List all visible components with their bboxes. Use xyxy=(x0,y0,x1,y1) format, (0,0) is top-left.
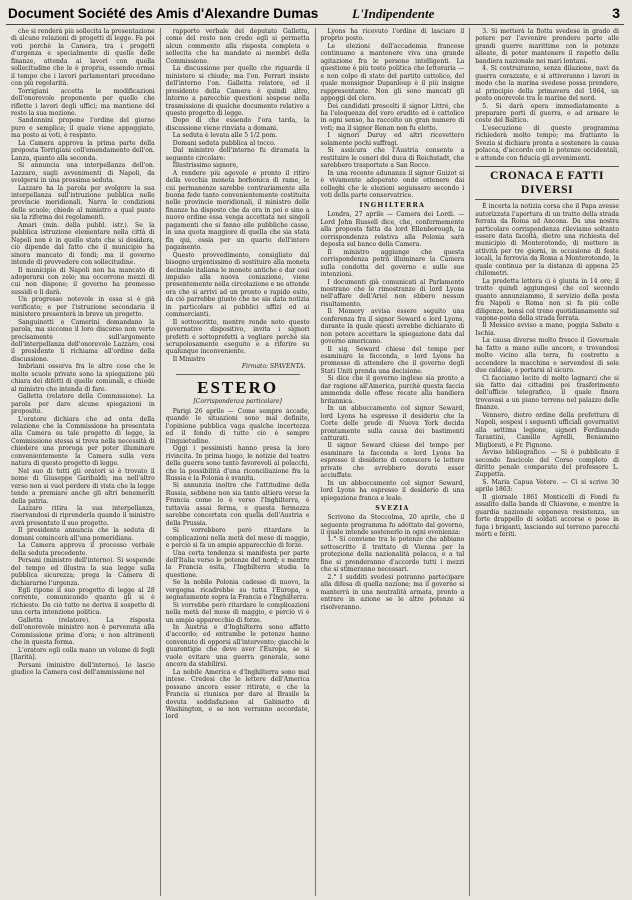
header-rule xyxy=(6,24,624,25)
paragraph: Se la nobile Polonia cadesse di nuovo, la vergogna ricadrebbe su tutta l'Europa, e segnatamente sopra la Francia e l'Inghilterra. xyxy=(165,579,310,602)
paragraph: Sanguinetti e Camerini domandano la parola, ma siccome il loro discorso non verte precisamente sull'argomento dell'interpellanza dell'onorevole Lazzaro, così il presidente li richiama all'ordine della discussione. xyxy=(11,318,155,363)
paragraph: 2.° I sudditi svedesi potranno partecipare alla difesa di quella nazione; ma il governo si manterrà in una neutralità armata, pronto a entrare in azione se le altre potenze si risolveranno. xyxy=(320,573,465,611)
paragraph: Il Messico avviso a mano, poggia Sabato a Ischia. xyxy=(475,322,619,337)
paragraph: Amari (min. della pubbl. istr.). Se la pubblica istruzione elementare nella città di Napoli non è in quello stato che si desidera, ciò dipende dal fatto che il municipio ha sinora mancato di fondi; ma il governo intende di provvedere con sollecitudine. xyxy=(11,221,155,267)
paragraph: Avviso bibliografico. — Si è pubblicato il secondo fascicolo del Corso completo di diritto penale comparato del professore L. Zuppetta. xyxy=(475,449,619,479)
paragraph: In Austria e d'Inghilterra sono affatto d'accordo; ed entrambe le potenze hanno convenuto di opporsi all'intervento; giacchè le guarentigie che deve aver l'Europa, se si vuole evitare una guerra generale, sono ancora da stabilirsi. xyxy=(165,624,310,669)
subhead-inghilterra: INGHILTERRA xyxy=(359,201,426,210)
paragraph: Domani seduta pubblica al tocco. xyxy=(172,139,276,147)
paragraph: La Camera approva il processo verbale della seduta precedente. xyxy=(11,542,155,557)
paragraph: Galletta (relatore). La risposta dell'onorevole ministro non è pervenuta alla Commissione prima d'ora; e non altrimenti che in questa forma. xyxy=(11,616,155,647)
paragraph: Persani (ministro dell'interno). Io lascio giudice la Camera così dell'ammissione nel xyxy=(11,661,155,676)
paragraph: Si annunzia inoltre che l'attitudine della Russia, sebbene non sia tanto altiera verso la Francia come lo è verso l'Inghilterra, è tuttavia assai ferma, e questa fermezza sarebbe concertata con quella dell'Austria e della Prussia. xyxy=(165,482,310,527)
column-3 xyxy=(315,28,470,896)
paragraph: Nel suo di tutti gli oratori si è trovato il nome di Giuseppe Garibaldi; ma nell'altro verso non si vuol perdere di vista che la legge tende a premiare anche gli altri benemeriti della patria. xyxy=(11,467,155,505)
paragraph: Il sig. Seward chiese del tempo per esaminare la faccenda, e lord Lyons ha promesso di attendere che il governo degli Stati Uniti prenda una decisione. xyxy=(320,345,465,375)
paragraph: La predetta lettera ci è giunta in 14 ore; il tratto quindi aggiungesi che col secondo quanto annunziammo, il servizio della posta fra Napoli e Roma non si fa più colle diligenze, bensì col treno quotidianamente sul vagone-posta della strada ferrata. xyxy=(475,277,619,322)
paragraph: Una certa tendenza si manifesta per parte dell'Italia verso le potenze del nord; e mentre la Francia esita, l'Inghilterra studia la questione. xyxy=(165,549,310,579)
paragraph: La discussione per quello che riguarda il ministero si chiude; ma l'on. Ferrari insiste dell'interno l'on. Galletta relatore, ed il presidente della Camera è quindi altro, intorno a parecchie questioni sospese nella trasmissione di qualche documento relativo a questo progetto di legge. xyxy=(165,65,310,117)
section-title-cronaca: CRONACA E FATTI DIVERSI xyxy=(475,166,619,200)
paragraph: Si vorrebbero però ritardare le complicazioni nella metà del mese di maggio, e perciò si fa un ampio apparecchio di forze. xyxy=(165,527,310,550)
page-number: 3 xyxy=(612,5,620,21)
paragraph: I signori Duruy ed altri ricevettero solamente pochi suffragi. xyxy=(320,132,465,147)
paragraph: 3. Si metterà la flotta svedese in grado di potere per l'avvenire prendere parte alle grandi guerre marittime con le potenze alleate, di poter mantenere il rispetto della bandiera nazionale nei mari lontani. xyxy=(475,28,619,65)
paragraph: Si vorrebbe però ritardare le complicazioni nella metà del mese di maggio, e perciò vi è un ampio apparecchio di forze. xyxy=(165,601,310,624)
paragraph: Ci facciamo lecito di molto lagnarci che si sia fatto dai cittadini poi trasferimento dell'ufficio telegrafico, il quale finora trovavasi a un piano terreno nel palazzo delle finanze. xyxy=(475,374,619,412)
paragraph: 4. Si costruiranno, senza dilazione, navi da guerra corazzate, e si attiveranno i lavori in modo che la marina svedese possa prendere, al principio della primavera del 1864, un posto onorevole tra le marine del nord. xyxy=(475,65,619,103)
column-4-top xyxy=(475,28,619,162)
watermark: Document Société des Amis d'Alexandre Dumas xyxy=(8,6,319,21)
paragraph: Si dice che il governo inglese sia pronto a dar ragione all'America, purchè questa faccia ammenda delle offese recate alla bandiera britannica. xyxy=(320,375,465,405)
paragraph: che si renderà più sollecita la presentazione di alcune relazioni di progetti di legge. Fa poi voti perchè la Camera, tra i progetti d'urgenza e specialmente di quelle delle finanze, attenda ai lavori con quella sollecitudine che le è propria, essendo ormai il tempo che i lavori parlamentari precedano con più regolarità. xyxy=(11,28,155,88)
paragraph: 5. Si darà opera immediatamente a preparare porti di guerra, e ad armare le coste del Baltico. xyxy=(475,102,619,125)
paragraph: Galletta (relatore della Commissione). La parola per dare alcune spiegazioni in proposito. xyxy=(11,393,155,416)
paragraph: Dal ministro dell'interno fu diramata la seguente circolare: xyxy=(165,147,310,162)
paragraph: In una recente adunanza il signor Guizot si è vivamente adoperato onde ottenere dai colleghi che le elezioni seguissero secondo i voti della parte conservatrice. xyxy=(320,169,465,199)
paragraph: Scrivono da Stoccolma, 20 aprile, che il seguente programma fu adottato dal governo, il quale intende sostenerlo in ogni evenienza: xyxy=(320,514,465,536)
paragraph: Imbriani osserva fra le altre cose che le molte scuole private sono la spiegazione più chiara dei difetti di quelle comunali, e chiede al ministro che intenda di fare. xyxy=(11,363,155,393)
paragraph: Oggi i pessimisti hanno presa la loro rivincita. In prima luogo, le notizie del teatro della guerra sono tanto favorevoli al polacchi, che la possibilità d'una riconciliazione fra la Russia e la Polonia è svanita. xyxy=(165,445,310,482)
columns xyxy=(6,28,624,896)
paragraph: La nobile America e d'Inghilterra sono mal intese. Credesi che le lettere dell'America possano ancora esser ritirate, e che la Francia si riunisca per dare al Brasile la dovuta soddisfazione al Gabinetto di Washington, e se non verranno accordate, lord xyxy=(165,668,310,721)
paragraph: Dei candidati prescelti il signor Littré, che ha l'eloquenza del vero erudito ed è cattolico in ogni senso, ha raccolto un gran numero di voti; ma il signor Renan non fu eletto. xyxy=(320,102,465,132)
paragraph: Lazzaro ritira la sua interpellanza, riservandosi di riprenderla quando il ministro avrà presentato il suo progetto. xyxy=(11,505,155,527)
column-4 xyxy=(469,28,624,896)
paragraph: rapporto verbale del deputato Galletta, come del resto non credo egli si permetta alcun commento alla risposta completa e sollecita che ha mandato ai membri della Commissione. xyxy=(165,28,310,65)
paragraph: Dopo di che essendo l'ora tarda, la discussione viene rinviata a domani. xyxy=(165,117,310,132)
paragraph: Il sottoscritto, mentre rende noto questo governativo dispositivo, invita i signori prefetti e sottoprefetti a vegliare perchè sia scrupolosamente eseguito e a riferire su qualunque inconveniente. xyxy=(165,318,310,356)
paragraph: La causa diverse molto fresco il Governale ha fatto a mano sulle ancore, e trovandosi molto vicino alla terra, fu costretto a accendere la macchina e servendosi di sole due caldaie, e portarsi al sicuro. xyxy=(475,337,619,375)
paragraph: L'oratore egli colla mano un volume di fogli [Ilarità]. xyxy=(11,646,155,662)
paragraph: Egli ripone il suo progetto di legge al 28 corrente, comunicando quanto gli si è richiesto. Da ciò tutto ne deriva il sospetto di una certa intenzione politica. xyxy=(11,586,155,617)
subhead-svezia: SVEZIA xyxy=(375,504,410,513)
paragraph: Le elezioni dell'accademia francese continuano a mantenere viva una grande agitazione fra le persone intelligenti. La questione è più tosto politica che letteraria — e non colpo di stato del partito cattolico, del quale monsignor Dupanloup è il più insigne rappresentante. Non gli sono mancati gli appoggi del clero. xyxy=(320,42,465,103)
paragraph: I documenti già comunicati al Parlamento mostrano che le rimostranze di lord Lyons nell'affare dell'Ariel non ebbero nessun risultamento. xyxy=(320,278,465,308)
divider xyxy=(176,374,300,375)
paragraph: Vennero, dietro ordine della prefettura di Napoli, sospesi i seguenti ufficiali governativi alla settima legione, signori Ferdinando Tarantini, Camillo Agrelli, Beniamino Migliorati, e Fr. Pignone. xyxy=(475,411,619,449)
section-title-estero: ESTERO xyxy=(197,377,279,397)
paragraph: Illustrissimo signore, xyxy=(172,162,239,170)
paragraph: Questo provvedimento, consigliato dal bisogno urgentissimo di sostituire alla moneta decimale italiana le monete antiche e dar così impulso alla nuova coniazione, viene presentemente nella circolazione e ne attende ora che si arrivi ad un pronto e rapido esito, da ciò parrebbe giusto che ne sia data notizia in particolare ai pubblici uffizi ed ai commercianti. xyxy=(165,251,310,319)
paragraph: A rendere più agevole e pronto il ritiro della vecchia moneta borbonica di rame, le cui permanenze sarebbe contrariamente alla buona fede tanto convenientemente costituita nelle provincie meridionali, il ministro delle finanze ha disposto che da ora in poi e sino a nuovo ordine essa venga accettata nei singoli pagamenti che si fanno alle pubbliche casse, in una quota maggiore di quella che sia stata fin qui, ossia per un quarto dell'intero pagamento. xyxy=(165,169,310,252)
paragraph: Si assicura che l'Austria consente a restituire le ceneri del duca di Reichstadt, che sarebbero trasportate a San Rocco. xyxy=(320,147,465,170)
paragraph: Si annuncia una interpellanza dell'on. Lazzaro, sugli avvenimenti di Napoli, da svolgersi in una prossima seduta. xyxy=(11,162,155,185)
paragraph: 1.° Si conviene tra le potenze che abbiano sottoscritto il trattato di Vienna per la protezione della nazionalità polacca, e a tal fine si prenderanno d'accordo tutti i mezzi che si stimeranno necessari. xyxy=(320,536,465,574)
paragraph: Lazzaro ha la parola per svolgere la sua interpellanza sull'istruzione pubblica nelle provincie meridionali. Narra le condizioni delle scuole; chiede al ministro a qual punto sia la riforma dei regolamenti. xyxy=(11,184,155,222)
paragraph: Il giornale 1861 Monticelli di Fondi fu assalito dalla banda di Chiavone, e mentre la guardia nazionale opponeva resistenza, un forte drappello di soldati accorse e pose in fuga i briganti, lasciando sul terreno parecchi morti e feriti. xyxy=(475,493,619,539)
column-4-mid xyxy=(475,203,619,538)
circular-signature: Firmato: SPAVENTA. xyxy=(241,363,306,371)
paragraph: Il ministro aggiunge che questa corrispondenza potrà illuminare la Camera sulla condotta del governo e sulle sue intenzioni. xyxy=(320,248,465,279)
paragraph: Persani (ministro dell'interno). Si sospende del tempo ed illustra la sua legge sulla pubblica sicurezza; prega la Camera di dichiararne l'urgenza. xyxy=(11,557,155,587)
paragraph: Il Ministro xyxy=(172,355,206,363)
column-3-top xyxy=(321,28,465,199)
column-1 xyxy=(6,28,160,896)
paragraph: Torrigiani accetta le modificazioni dell'onorevole proponente per quello che riflette i lavori degli uffici; ma mantiene del resto la sua mozione. xyxy=(11,87,155,117)
paragraph: Il municipio di Napoli non ha mancato di adoperarsi con zelo; ma occorrono mezzi di cui non dispone; il governo ha promesso sussidi e li darà. xyxy=(11,266,155,296)
column-3-bottom xyxy=(321,514,465,611)
paragraph: L'oratore dichiara che ad onta della relazione che la Commissione ha presentata alla Camera su tale progetto di legge, la Commissione stessa si trova nella necessità di chiedere una proroga per poter illuminare convenientemente la Camera sulla vera natura di questo progetto di legge. xyxy=(11,415,155,468)
paragraph: S. Maria Capua Vetere. — Ci si scrive 30 aprile 1863: xyxy=(475,478,619,494)
column-3-mid xyxy=(321,211,465,502)
paragraph: In un abboccamento col signor Seward, lord Lyons ha espresso il desiderio di una spiegazione franca e leale. xyxy=(320,479,465,502)
column-2-top xyxy=(166,28,310,363)
column-2-bottom xyxy=(166,408,310,721)
column-2 xyxy=(160,28,315,896)
paragraph: Parigi 26 aprile — Come sempre accade, quando le situazioni sono mal definite, l'opinione pubblica vaga qualche incertezza ed il fondo di tutto ciò è sempre l'inquietudine. xyxy=(165,407,310,445)
paragraph: La seduta è levata alle 5 1/2 pom. xyxy=(172,132,278,140)
paragraph: Sandonnini propone l'ordine del giorno puro e semplice; il quale viene appoggiato, ma posto ai voti, è respinto. xyxy=(11,117,155,140)
section-subtitle-estero: [Corrispondenza particolare] xyxy=(193,397,282,405)
paragraph: In un abboccamento col signor Seward, lord Lyons ha espresso il desiderio che la Corte delle prede di Nuova York decida prontamente sulla causa dei bastimenti catturati. xyxy=(320,405,465,443)
masthead: L'Indipendente xyxy=(352,6,435,21)
paragraph: Il presidente annuncia che la seduta di domani comincerà all'una pomeridiana. xyxy=(11,527,155,542)
paragraph: Il Memory avvisa essere seguito una conferenza fra il signor Seward e lord Lyons, durante la quale questi avrebbe dichiarato di non potere accettare la spiegazione data dal governo americano. xyxy=(320,308,465,346)
paragraph: Londra, 27 aprile — Camera dei Lordi. — Lord John Russell dice, che, conformemente alla proposta fatta da lord Ellenborough, la corrispondenza relativa alla Polonia sarà deposta sul banco della Camera. xyxy=(320,211,465,249)
paragraph: Un progresso notevole in essa si è già verificato; e per l'istruzione secondaria il ministero presenterà in breve un progetto. xyxy=(11,296,155,319)
paragraph: Il signor Seward chiese del tempo per esaminare la faccenda e lord Lyons ha espresso il desiderio di conoscere le lettere private che avrebbero dovuto esser acciuffate. xyxy=(320,442,465,480)
paragraph: La Camera approva la prima parte della proposta Torrigiani coll'emendamento dell'on. Lanza, quanto alla seconda. xyxy=(11,139,155,162)
paragraph: L'esecuzione di questo programma richiederà molto tempo; ma frattanto la Svezia si dichiara pronta a sostenere la causa polacca, d'accordo con le potenze occidentali, e attende con fiducia gli avvenimenti. xyxy=(475,124,619,162)
paragraph: Lyons ha ricevuto l'ordine di lasciare il proprio posto. xyxy=(320,28,465,43)
paragraph: È incerta la notizia corsa che il Papa avesse autorizzata l'apertura di un tratto della strada ferrata da Roma ad Ancona. Da una nostra particolare corrispondenza rileviamo soltanto essere data facoltà, dietro una richiesta del municipio di Monterotondo, di mettere in attività per tre giorni, in occasione di feste locali, la ferrovia da Roma a Monterotondo, la quale continua per la distanza di appena 25 chilometri. xyxy=(475,203,619,278)
